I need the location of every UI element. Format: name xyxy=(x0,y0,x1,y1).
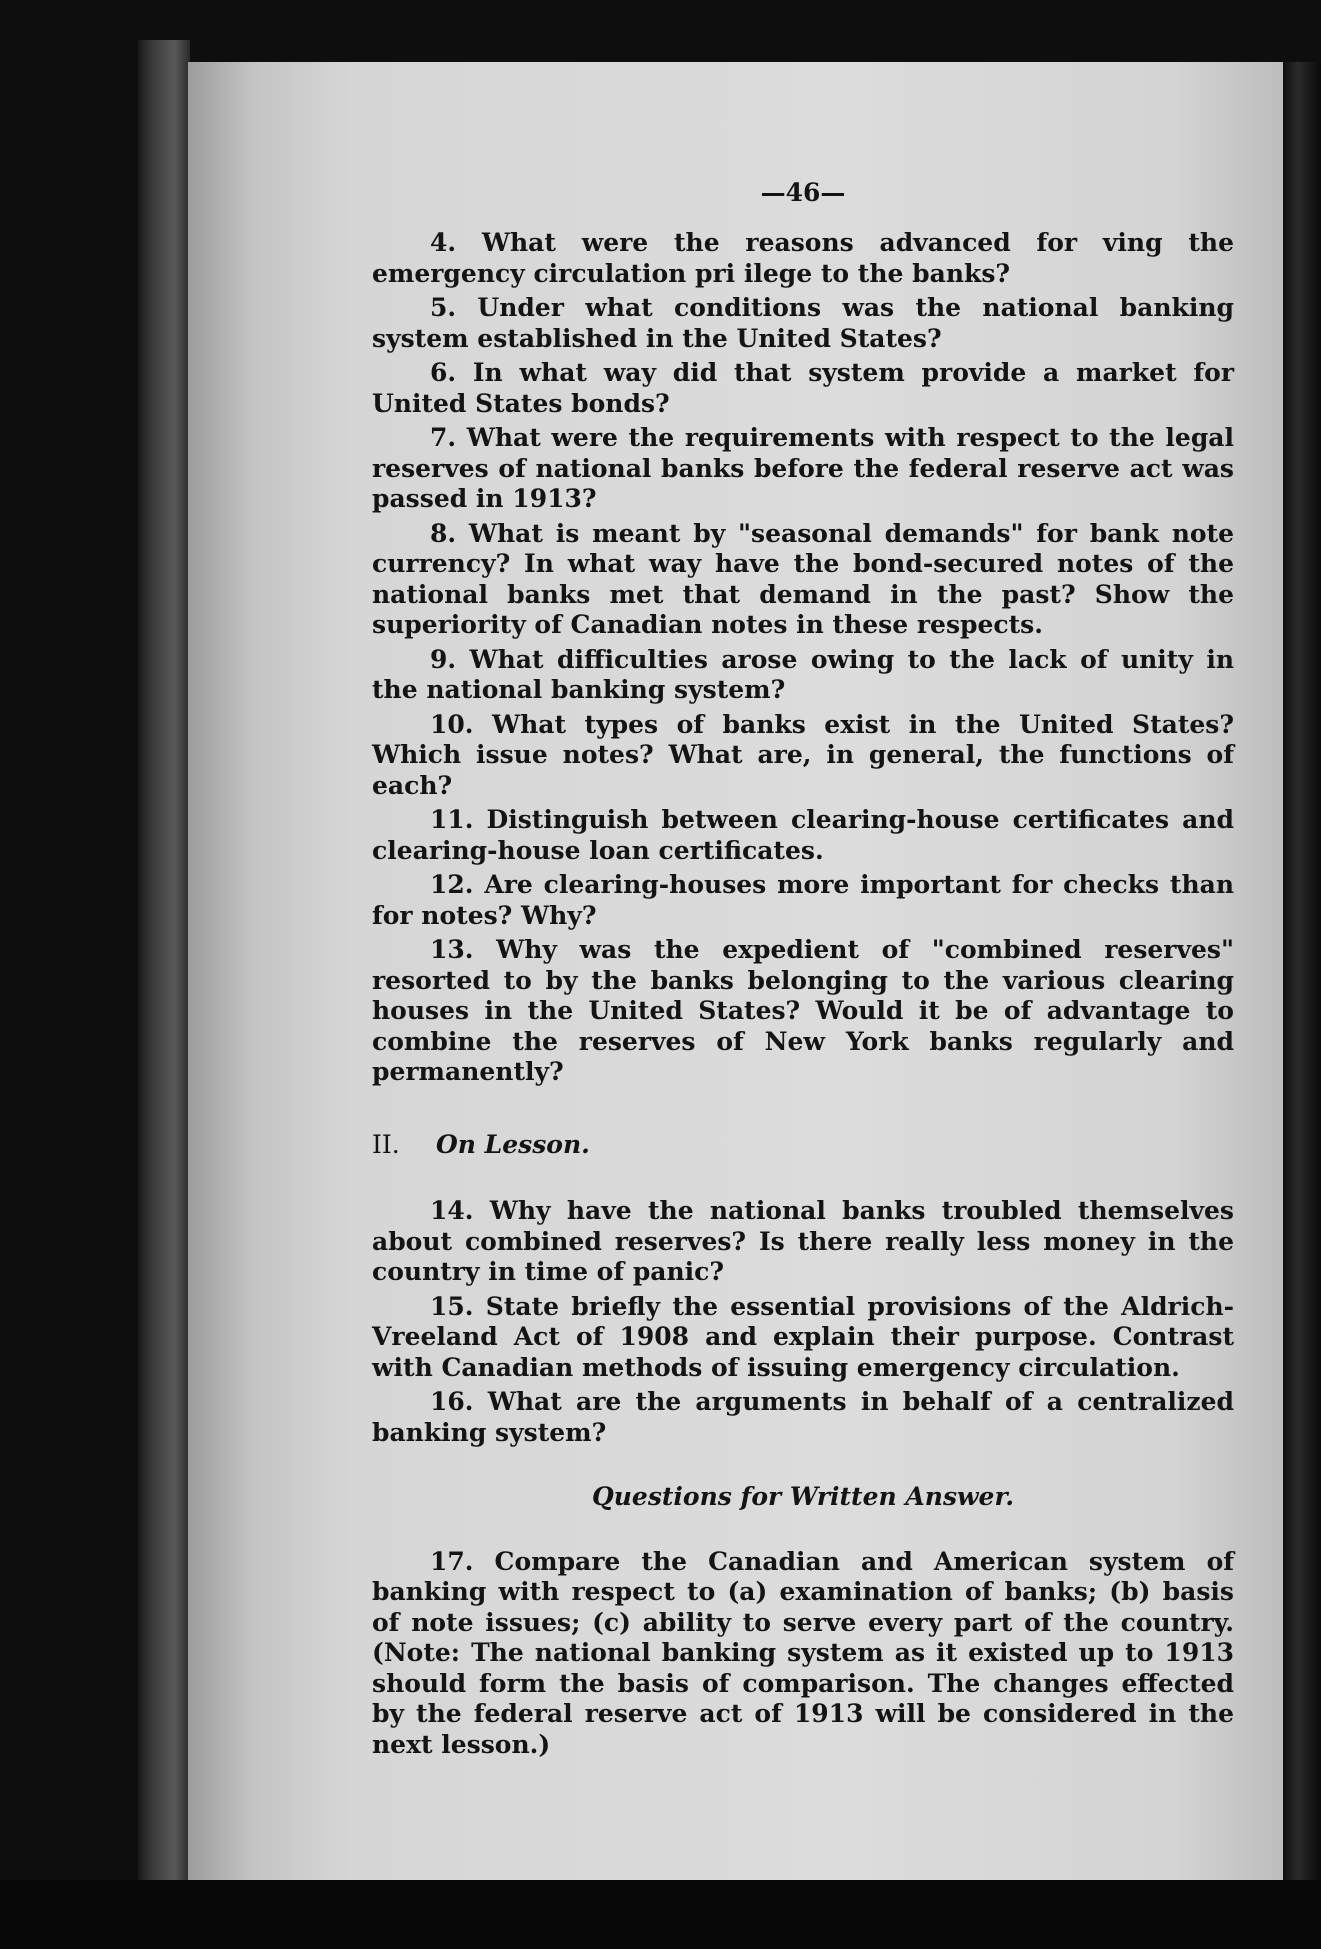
question-list-part2 xyxy=(372,1196,1234,1448)
page-number: —46— xyxy=(760,178,846,207)
question-12: 12. Are clearing-houses more important for checks than for notes? Why? xyxy=(372,870,1234,930)
written-answer-heading: Questions for Written Answer. xyxy=(591,1482,1015,1511)
page-text xyxy=(372,178,1234,1764)
question-5: 5. Under what conditions was the national banking system established in the United States? xyxy=(372,293,1234,353)
section-title: On Lesson. xyxy=(436,1129,590,1159)
question-8: 8. What is meant by "seasonal demands" for bank note currency? In what way have the bond-secured notes of the national banks met that demand in the past? Show the superiority of Canadian notes in these respects. xyxy=(372,518,1234,639)
question-14: 14. Why have the national banks troubled themselves about combined reserves? Is there really less money in the country in time of panic? xyxy=(372,1196,1234,1286)
question-9: 9. What difficulties arose owing to the lack of unity in the national banking system? xyxy=(372,644,1234,704)
question-list-part3 xyxy=(372,1547,1234,1761)
question-list-part1 xyxy=(372,228,1234,1088)
question-6: 6. In what way did that system provide a market for United States bonds? xyxy=(372,358,1234,418)
question-15: 15. State briefly the essential provisions of the Aldrich-Vreeland Act of 1908 and explain their purpose. Contrast with Canadian methods of issuing emergency circulation. xyxy=(372,1291,1234,1382)
question-13: 13. Why was the expedient of "combined reserves" resorted to by the banks belonging to the various clearing houses in the United States? Would it be of advantage to combine the reserves of New York banks regularly and permanently? xyxy=(372,935,1234,1086)
question-10: 10. What types of banks exist in the United States? Which issue notes? What are, in general, the functions of each? xyxy=(372,709,1234,800)
scan-bottom-border xyxy=(0,1880,1321,1949)
book-spine xyxy=(138,40,190,1880)
section-roman-numeral: II. xyxy=(372,1129,400,1159)
question-16: 16. What are the arguments in behalf of a centralized banking system? xyxy=(372,1387,1234,1447)
question-7: 7. What were the requirements with respect to the legal reserves of national banks before the federal reserve act was passed in 1913? xyxy=(372,423,1234,513)
page-right-edge xyxy=(1283,62,1321,1880)
section-heading-ii xyxy=(372,1130,1234,1161)
question-11: 11. Distinguish between clearing-house certificates and clearing-house loan certificates. xyxy=(372,805,1234,865)
question-17: 17. Compare the Canadian and American system of banking with respect to (a) examination of banks; (b) basis of note issues; (c) ability to serve every part of the country. (Note: The national banking system as it existed up to 1913 should form the basis of comparison. The changes effected by the federal reserve act of 1913 will be considered in the next lesson.) xyxy=(372,1546,1234,1759)
question-4: 4. What were the reasons advanced for ving the emergency circulation pri ilege to the banks? xyxy=(372,228,1234,288)
